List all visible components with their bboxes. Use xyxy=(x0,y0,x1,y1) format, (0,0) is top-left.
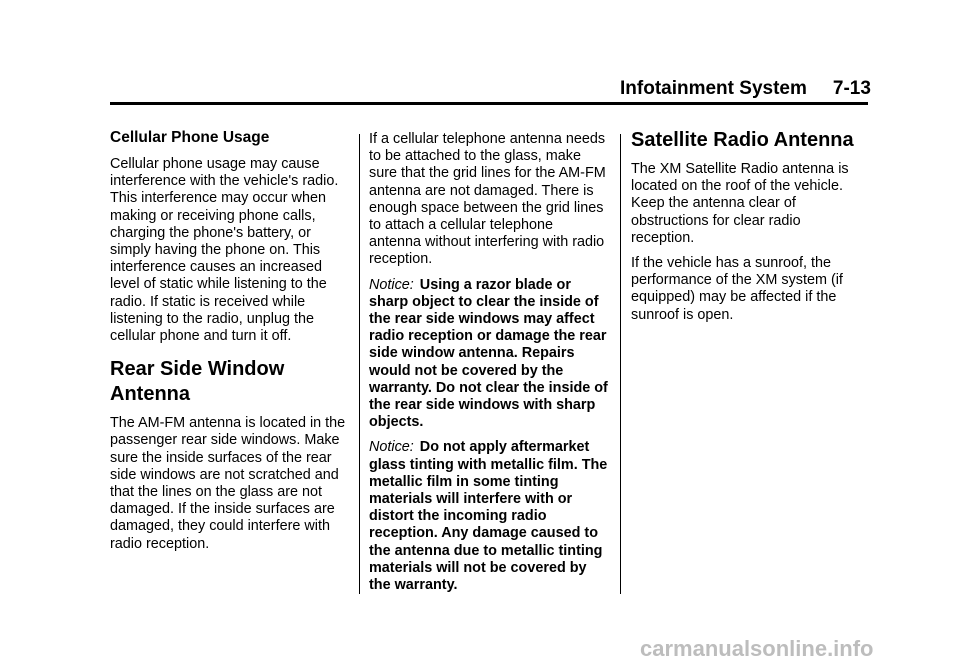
notice-text: Do not apply aftermarket glass tinting with metallic film. The metallic film in some tinting materials will interfere with or distort the incoming radio reception. Any damage caused to the antenna due to metallic tinting materials will not be covered by the warranty. xyxy=(369,439,608,594)
notice-razor-blade xyxy=(369,277,609,432)
column-3 xyxy=(631,128,866,332)
heading-cellular-phone-usage: Cellular Phone Usage xyxy=(110,129,270,146)
paragraph-am-fm-antenna: The AM-FM antenna is located in the passenger rear side windows. Make sure the inside surfaces of the rear side windows are not scratched and that the lines on the glass are not damaged. If the inside surfaces are damaged, they could interfere with radio reception. xyxy=(110,415,346,552)
page-header xyxy=(620,78,871,102)
column-2 xyxy=(369,131,609,602)
column-divider-2 xyxy=(620,134,621,594)
column-divider-1 xyxy=(359,134,360,594)
column-1 xyxy=(110,128,350,561)
notice-label: Notice: xyxy=(369,439,414,456)
notice-tinting xyxy=(369,439,609,594)
page-number: 7-13 xyxy=(832,78,871,99)
heading-rear-side-window-antenna: Rear Side Window Antenna xyxy=(110,358,285,406)
paragraph-cellular-usage: Cellular phone usage may cause interference with the vehicle's radio. This interference may occur when making or receiving phone calls, charging the phone's battery, or simply having the phone on. This interference causes an increased level of static while listening to the radio. If static is received while listening to the radio, unplug the cellular phone and turn it off. xyxy=(110,156,339,345)
section-title: Infotainment System xyxy=(620,78,807,99)
heading-satellite-radio-antenna: Satellite Radio Antenna xyxy=(631,129,854,151)
paragraph-cellular-antenna: If a cellular telephone antenna needs to be attached to the glass, make sure that the grid lines for the AM-FM antenna are not damaged. There is enough space between the grid lines to attach a cellular telephone antenna without interfering with radio reception. xyxy=(369,131,606,268)
header-rule xyxy=(110,102,868,105)
paragraph-xm-antenna: The XM Satellite Radio antenna is located on the roof of the vehicle. Keep the antenna clear of obstructions for clear radio reception. xyxy=(631,161,849,246)
paragraph-sunroof: If the vehicle has a sunroof, the performance of the XM system (if equipped) may be affected if the sunroof is open. xyxy=(631,255,843,323)
notice-text: Using a razor blade or sharp object to clear the inside of the rear side windows may affect radio reception or damage the rear side window antenna. Repairs would not be covered by the warranty. Do not clear the inside of the rear side windows with sharp objects. xyxy=(369,276,608,431)
watermark: carmanualsonline.info xyxy=(640,636,874,661)
notice-label: Notice: xyxy=(369,276,414,293)
